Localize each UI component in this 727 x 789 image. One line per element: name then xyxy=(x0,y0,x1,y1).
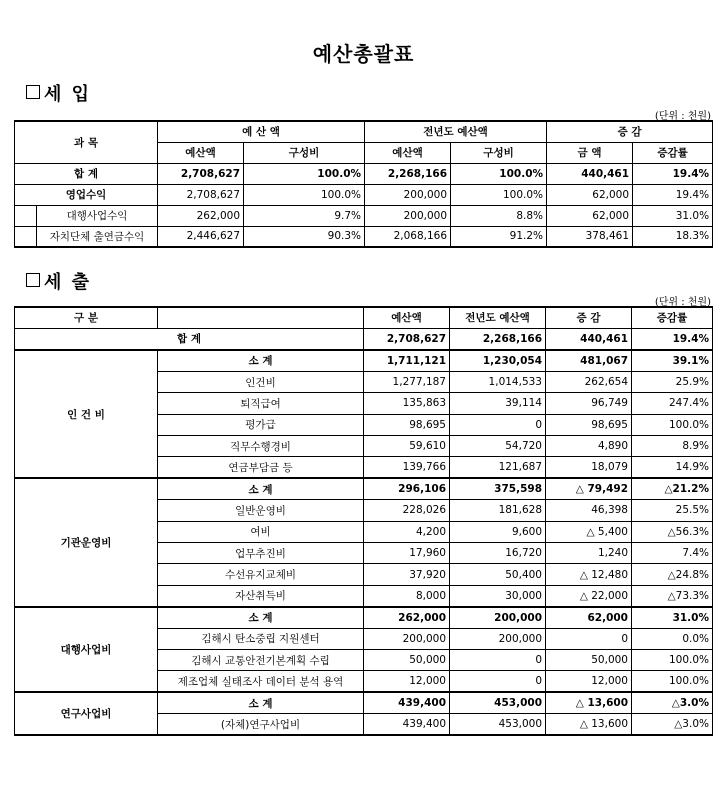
cell-v1: 4,200 xyxy=(364,521,450,542)
cell-v2: 16,720 xyxy=(450,543,546,564)
cell-v3: △ 13,600 xyxy=(546,714,632,735)
header-rate: 증감률 xyxy=(633,142,713,163)
cell-v1: 1,711,121 xyxy=(364,350,450,371)
checkbox-square-icon xyxy=(26,273,40,287)
header-rate: 증감률 xyxy=(632,307,713,328)
header-prev: 전년도 예산액 xyxy=(450,307,546,328)
cell-v1: 200,000 xyxy=(364,628,450,649)
cell-v3: 96,749 xyxy=(546,393,632,414)
cell-v4: 100.0% xyxy=(632,414,713,435)
cell-v1: 439,400 xyxy=(364,692,450,713)
row-label: 퇴직급여 xyxy=(158,393,364,414)
subtotal-row xyxy=(15,692,713,713)
cell-v2: 200,000 xyxy=(450,628,546,649)
group-name: 연구사업비 xyxy=(15,692,158,735)
row-label: 연금부담금 등 xyxy=(158,457,364,478)
cell-v2: 181,628 xyxy=(450,500,546,521)
header-ratio: 구성비 xyxy=(244,142,365,163)
cell-v3: △ 13,600 xyxy=(546,692,632,713)
expense-total-row: 합 계 2,708,627 2,268,166 440,461 19.4% xyxy=(15,328,713,350)
cell-v2: 54,720 xyxy=(450,436,546,457)
row-label: 인건비 xyxy=(158,371,364,392)
header-change: 증 감 xyxy=(547,121,713,142)
cell-v4: △56.3% xyxy=(632,521,713,542)
cell-v1: 8,000 xyxy=(364,585,450,606)
cell-v2: 121,687 xyxy=(450,457,546,478)
table-row: 영업수익 2,708,627 100.0% 200,000 100.0% 62,000 19.4% xyxy=(15,184,713,205)
header-category: 구 분 xyxy=(15,307,158,328)
cell-v4: 25.5% xyxy=(632,500,713,521)
cell-v4: 100.0% xyxy=(632,649,713,670)
row-label: (자체)연구사업비 xyxy=(158,714,364,735)
cell-v2: 1,014,533 xyxy=(450,371,546,392)
cell-v1: 50,000 xyxy=(364,649,450,670)
cell-v1: 439,400 xyxy=(364,714,450,735)
cell-v1: 37,920 xyxy=(364,564,450,585)
cell-v4: △21.2% xyxy=(632,478,713,499)
cell-v1: 139,766 xyxy=(364,457,450,478)
income-table xyxy=(14,120,713,248)
row-label: 자산취득비 xyxy=(158,585,364,606)
header-diff: 금 액 xyxy=(547,142,633,163)
cell-v1: 59,610 xyxy=(364,436,450,457)
page-title: 예산총괄표 xyxy=(312,42,415,66)
cell-v3: 50,000 xyxy=(546,649,632,670)
cell-v4: 100.0% xyxy=(632,671,713,692)
cell-v3: 98,695 xyxy=(546,414,632,435)
header-item: 과 목 xyxy=(15,121,158,163)
cell-v1: 135,863 xyxy=(364,393,450,414)
cell-v1: 1,277,187 xyxy=(364,371,450,392)
cell-v4: 25.9% xyxy=(632,371,713,392)
cell-v2: 50,400 xyxy=(450,564,546,585)
row-label: 소 계 xyxy=(158,692,364,713)
cell-v3: △ 79,492 xyxy=(546,478,632,499)
income-total-row: 합 계 2,708,627 100.0% 2,268,166 100.0% 440,461 19.4% xyxy=(15,163,713,184)
header-prev: 전년도 예산액 xyxy=(365,121,547,142)
cell-v2: 30,000 xyxy=(450,585,546,606)
cell-v3: △ 5,400 xyxy=(546,521,632,542)
cell-v1: 228,026 xyxy=(364,500,450,521)
cell-v4: 247.4% xyxy=(632,393,713,414)
cell-v4: 39.1% xyxy=(632,350,713,371)
cell-v2: 375,598 xyxy=(450,478,546,499)
expense-table xyxy=(14,306,713,736)
header-budget: 예 산 액 xyxy=(158,121,365,142)
cell-v3: 12,000 xyxy=(546,671,632,692)
subtotal-row xyxy=(15,607,713,628)
row-label: 소 계 xyxy=(158,350,364,371)
header-diff: 증 감 xyxy=(546,307,632,328)
row-label: 평가급 xyxy=(158,414,364,435)
row-label: 소 계 xyxy=(158,478,364,499)
cell-v2: 9,600 xyxy=(450,521,546,542)
cell-v3: △ 12,480 xyxy=(546,564,632,585)
cell-v2: 0 xyxy=(450,671,546,692)
income-unit: (단위 : 천원) xyxy=(654,111,711,122)
row-label: 여비 xyxy=(158,521,364,542)
cell-v4: △24.8% xyxy=(632,564,713,585)
cell-v2: 200,000 xyxy=(450,607,546,628)
cell-v4: 31.0% xyxy=(632,607,713,628)
row-label: 김해시 교통안전기본계획 수립 xyxy=(158,649,364,670)
cell-v3: 4,890 xyxy=(546,436,632,457)
header-budget: 예산액 xyxy=(364,307,450,328)
subtotal-row xyxy=(15,478,713,499)
table-row: 대행사업수익 262,000 9.7% 200,000 8.8% 62,000 31.0% xyxy=(15,205,713,226)
group-name: 인 건 비 xyxy=(15,350,158,478)
cell-v3: △ 22,000 xyxy=(546,585,632,606)
header-amount: 예산액 xyxy=(158,142,244,163)
cell-v4: △3.0% xyxy=(632,692,713,713)
cell-v1: 12,000 xyxy=(364,671,450,692)
expense-unit: (단위 : 천원) xyxy=(654,297,711,308)
cell-v2: 0 xyxy=(450,414,546,435)
checkbox-square-icon xyxy=(26,85,40,99)
header-prev-ratio: 구성비 xyxy=(451,142,547,163)
cell-v3: 481,067 xyxy=(546,350,632,371)
cell-v1: 262,000 xyxy=(364,607,450,628)
table-row: 자치단체 출연금수익 2,446,627 90.3% 2,068,166 91.2% 378,461 18.3% xyxy=(15,226,713,247)
cell-v1: 296,106 xyxy=(364,478,450,499)
row-label: 김해시 탄소중립 지원센터 xyxy=(158,628,364,649)
cell-v3: 1,240 xyxy=(546,543,632,564)
cell-v2: 453,000 xyxy=(450,714,546,735)
cell-v3: 46,398 xyxy=(546,500,632,521)
cell-v4: △3.0% xyxy=(632,714,713,735)
expense-heading: 세 출 xyxy=(26,268,91,294)
income-heading: 세 입 xyxy=(26,80,91,106)
row-label: 소 계 xyxy=(158,607,364,628)
group-name: 대행사업비 xyxy=(15,607,158,693)
cell-v1: 98,695 xyxy=(364,414,450,435)
cell-v1: 17,960 xyxy=(364,543,450,564)
cell-v4: 14.9% xyxy=(632,457,713,478)
cell-v3: 18,079 xyxy=(546,457,632,478)
cell-v4: 7.4% xyxy=(632,543,713,564)
cell-v2: 39,114 xyxy=(450,393,546,414)
row-label: 제조업체 실태조사 데이터 분석 용역 xyxy=(158,671,364,692)
row-label: 직무수행경비 xyxy=(158,436,364,457)
cell-v3: 62,000 xyxy=(546,607,632,628)
row-label: 업무추진비 xyxy=(158,543,364,564)
subtotal-row xyxy=(15,350,713,371)
cell-v3: 262,654 xyxy=(546,371,632,392)
cell-v3: 0 xyxy=(546,628,632,649)
cell-v4: △73.3% xyxy=(632,585,713,606)
header-prev-amount: 예산액 xyxy=(365,142,451,163)
group-name: 기관운영비 xyxy=(15,478,158,606)
cell-v4: 8.9% xyxy=(632,436,713,457)
cell-v2: 453,000 xyxy=(450,692,546,713)
row-label: 일반운영비 xyxy=(158,500,364,521)
row-label: 수선유지교체비 xyxy=(158,564,364,585)
cell-v2: 1,230,054 xyxy=(450,350,546,371)
cell-v4: 0.0% xyxy=(632,628,713,649)
cell-v2: 0 xyxy=(450,649,546,670)
